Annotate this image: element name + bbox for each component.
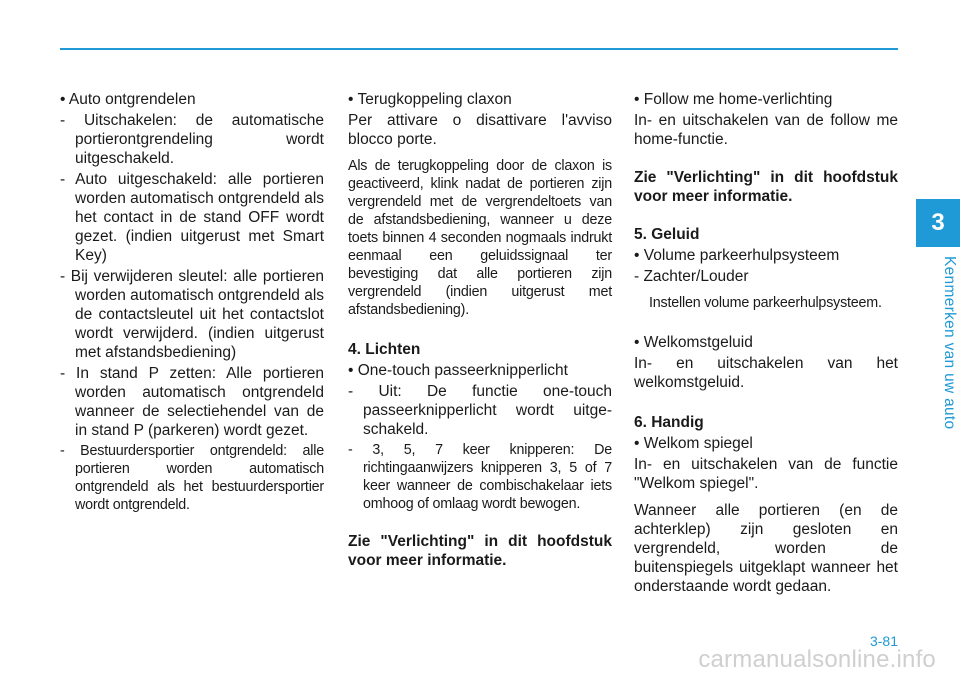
- auto-unlock-bullet: • Auto ontgrendelen: [60, 91, 196, 108]
- welcome-mirror-detail: Wanneer alle portieren (en de achterklep) zijn gesloten en vergrendeld, worden de buitenspiegels uitgeklapt wanneer het onderstaande wordt gedaan.: [634, 502, 898, 595]
- parking-assist-volume-bullet: • Volume parkeerhulpsysteem: [634, 247, 840, 264]
- lights-heading: 4. Lichten: [348, 341, 421, 358]
- follow-me-home-description: In- en uitschakelen van de follow me home-functie.: [634, 112, 898, 148]
- handy-heading: 6. Handig: [634, 414, 704, 431]
- auto-unlock-park-item: - In stand P zetten: Alle portieren worden automatisch ontgrendeld wanneer de selectiehendel van de in stand P (parkeren) wordt gezet.: [60, 365, 324, 439]
- volume-softer-louder-item: - Zachter/Louder: [634, 268, 749, 285]
- chapter-number-tab: 3: [916, 199, 960, 247]
- follow-me-home-bullet: • Follow me home-verlichting: [634, 91, 833, 108]
- header-rule: [60, 48, 898, 50]
- horn-feedback-description: Per attivare o disattivare l'avviso blocco porte.: [348, 112, 612, 148]
- welcome-sound-bullet: • Welkomstgeluid: [634, 334, 753, 351]
- auto-unlock-disable-item: - Uitschakelen: de automatische portierontgrendeling wordt uitgeschakeld.: [60, 112, 324, 167]
- column-3: [634, 90, 898, 596]
- volume-detail: Instellen volume parkeerhulpsysteem.: [649, 295, 882, 311]
- watermark: carmanualsonline.info: [698, 646, 936, 673]
- sound-heading: 5. Geluid: [634, 226, 700, 243]
- one-touch-flash-count-item: - 3, 5, 7 keer knipperen: De richtingaanwijzers knipperen 3, 5 of 7 keer wanneer de combischakelaar iets omhoog of omlaag wordt bewogen.: [348, 442, 612, 512]
- welcome-sound-description: In- en uitschakelen van het welkomstgeluid.: [634, 355, 898, 391]
- see-lighting-reference: Zie "Verlichting" in dit hoofdstuk voor meer informatie.: [348, 533, 612, 569]
- horn-feedback-detail: Als de terugkoppeling door de claxon is geactiveerd, klink nadat de portieren zijn vergrendeld met de vergrendeltoets van de afstandsbediening, wanneer u deze toets binnen 4 seconden nogmaals indrukt eenmaal een geluidssignaal ter bevestiging dat alle portieren zijn vergrendeld (indien uitgerust met afstandsbediening).: [348, 158, 612, 318]
- welcome-mirror-bullet: • Welkom spiegel: [634, 435, 753, 452]
- see-lighting-reference: Zie "Verlichting" in dit hoofdstuk voor meer informatie.: [634, 169, 898, 205]
- chapter-title: Kenmerken van uw auto: [941, 256, 958, 430]
- auto-unlock-vehicle-off-item: - Auto uitgeschakeld: alle portieren worden automatisch ontgrendeld als het contact in de stand OFF wordt gezet. (indien uitgerust met Smart Key): [60, 171, 325, 264]
- page-number: 3-81: [869, 633, 898, 649]
- auto-unlock-key-out-item: - Bij verwijderen sleutel: alle portieren worden automatisch ontgrendeld als de contactsleutel uit het contactslot wordt verwijderd. (indien uitgerust met afstandsbediening): [60, 268, 325, 361]
- horn-feedback-bullet: • Terugkoppeling claxon: [348, 91, 512, 108]
- one-touch-off-item: - Uit: De functie one-touch passeerknipperlicht wordt uitge- schakeld.: [348, 383, 612, 438]
- column-1: [60, 90, 324, 514]
- auto-unlock-driver-door-item: - Bestuurdersportier ontgrendeld: alle portieren worden automatisch ontgrendeld als het bestuurdersportier wordt ontgrendeld.: [60, 443, 324, 513]
- column-2: [348, 90, 612, 570]
- welcome-mirror-description: In- en uitschakelen van de functie "Welkom spiegel".: [634, 456, 898, 492]
- one-touch-turn-signal-bullet: • One-touch passeerknipperlicht: [348, 362, 568, 379]
